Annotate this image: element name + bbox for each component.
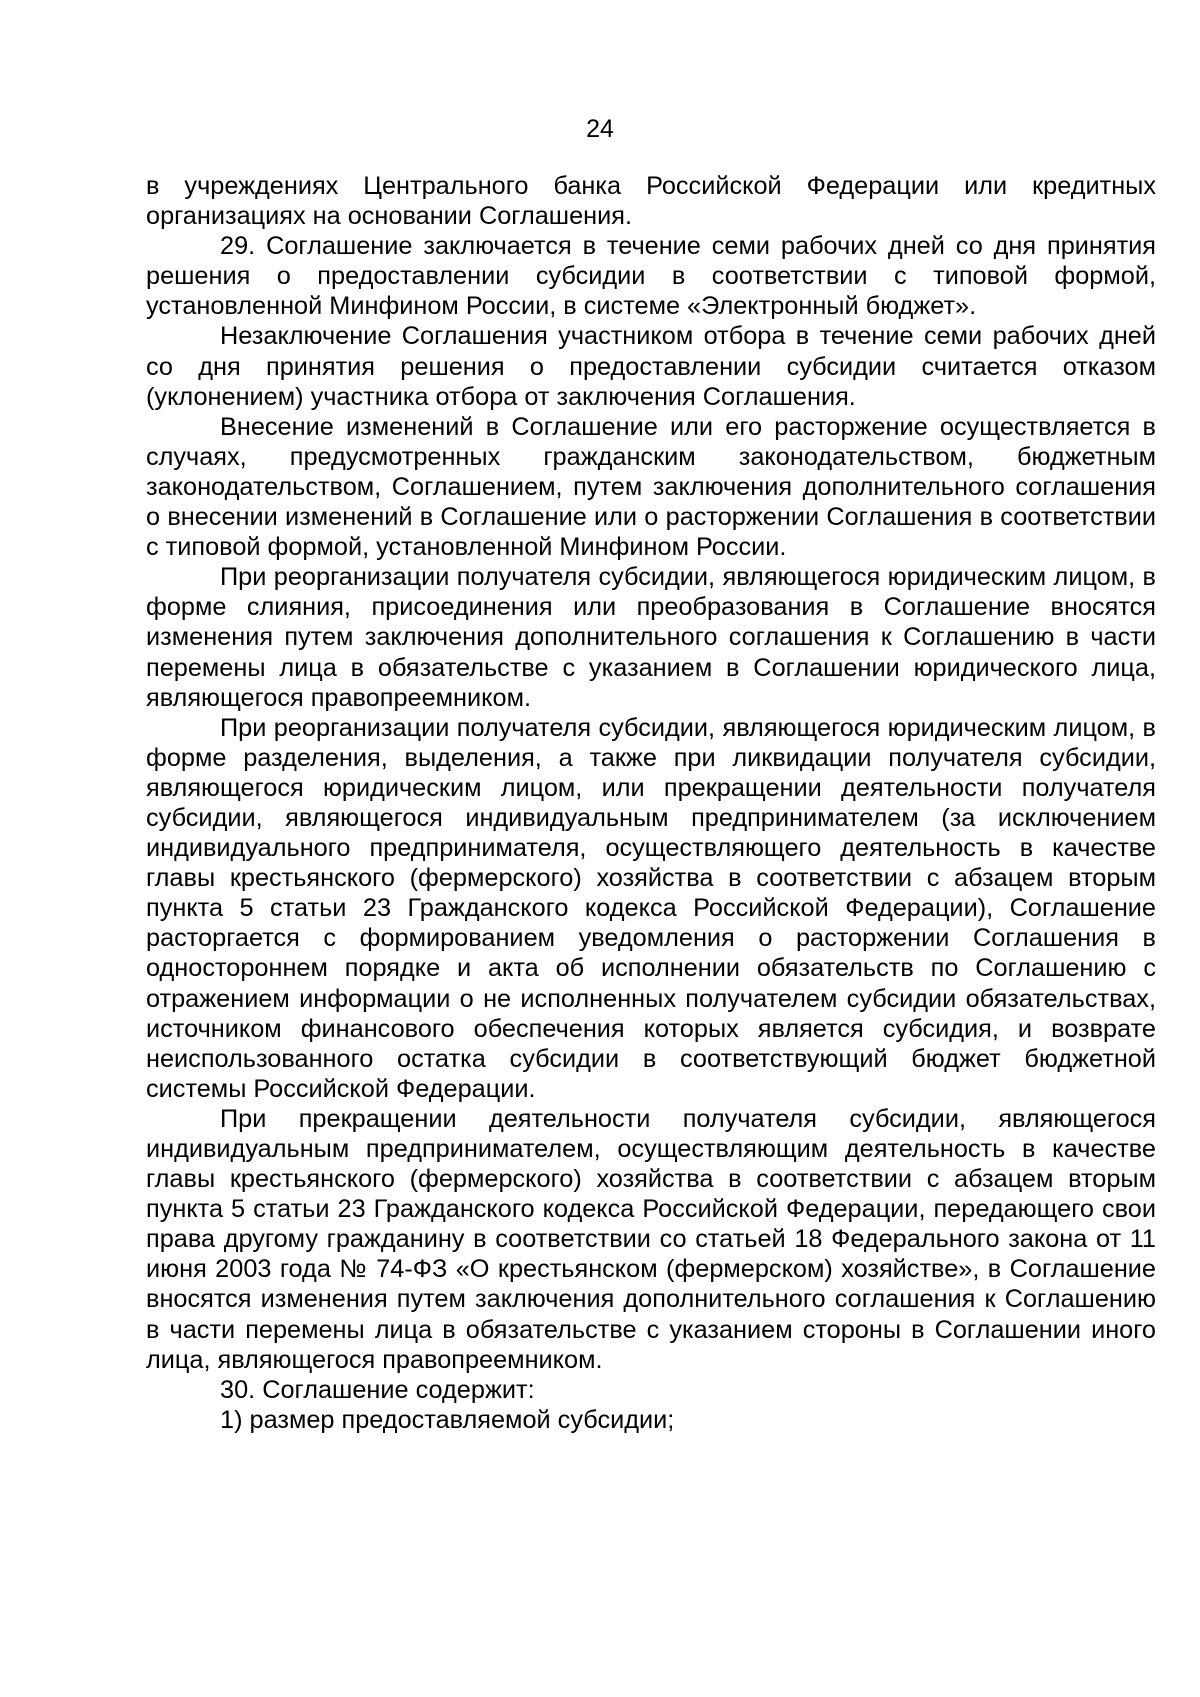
paragraph-continuation: в учреждениях Центрального банка Российской Федерации или кредитных организациях на основании Соглашения. xyxy=(146,172,1156,231)
paragraph-item-29: 29. Соглашение заключается в течение семи рабочих дней со дня принятия решения о предоставлении субсидии в соответствии с типовой формой, установленной Минфином России, в системе «Электронный бюджет». xyxy=(146,232,1156,321)
paragraph-non-conclusion: Незаключение Соглашения участником отбора в течение семи рабочих дней со дня принятия решения о предоставлении субсидии считается отказом (уклонением) участника отбора от заключения Соглашения. xyxy=(146,322,1156,411)
paragraph-amendments: Внесение изменений в Соглашение или его расторжение осуществляется в случаях, предусмотренных гражданским законодательством, бюджетным законодательством, Соглашением, путем заключения дополнительного соглашения о внесении изменений в Соглашение или о расторжении Соглашения в соответствии с типовой формой, установленной Минфином России. xyxy=(146,412,1156,562)
document-body xyxy=(146,171,1156,1435)
paragraph-item-30: 30. Соглашение содержит: xyxy=(220,1375,535,1404)
page-number: 24 xyxy=(586,115,614,143)
paragraph-reorganization-division: При реорганизации получателя субсидии, являющегося юридическим лицом, в форме разделения, выделения, а также при ликвидации получателя субсидии, являющегося юридическим лицом, или прекращении деятельности получателя субсидии, являющегося индивидуальным предпринимателем (за исключением индивидуального предпринимателя, осуществляющего деятельность в качестве главы крестьянского (фермерского) хозяйства в соответствии с абзацем вторым пункта 5 статьи 23 Гражданского кодекса Российской Федерации), Соглашение расторгается с формированием уведомления о расторжении Соглашения в одностороннем порядке и акта об исполнении обязательств по Соглашению с отражением информации о не исполненных получателем субсидии обязательствах, источником финансового обеспечения которых является субсидия, и возврате неиспользованного остатка субсидии в соответствующий бюджет бюджетной системы Российской Федерации. xyxy=(146,713,1156,1103)
paragraph-subitem-1: 1) размер предоставляемой субсидии; xyxy=(220,1405,675,1434)
paragraph-farm-transfer: При прекращении деятельности получателя субсидии, являющегося индивидуальным предпринимателем, осуществляющим деятельность в качестве главы крестьянского (фермерского) хозяйства в соответствии с абзацем вторым пункта 5 статьи 23 Гражданского кодекса Российской Федерации, передающего свои права другому гражданину в соответствии со статьей 18 Федерального закона от 11 июня 2003 года № 74-ФЗ «О крестьянском (фермерском) хозяйстве», в Соглашение вносятся изменения путем заключения дополнительного соглашения к Соглашению в части перемены лица в обязательстве с указанием стороны в Соглашении иного лица, являющегося правопреемником. xyxy=(146,1104,1156,1374)
paragraph-reorganization-merger: При реорганизации получателя субсидии, являющегося юридическим лицом, в форме слияния, присоединения или преобразования в Соглашение вносятся изменения путем заключения дополнительного соглашения к Соглашению в части перемены лица в обязательстве с указанием в Соглашении юридического лица, являющегося правопреемником. xyxy=(146,563,1156,712)
